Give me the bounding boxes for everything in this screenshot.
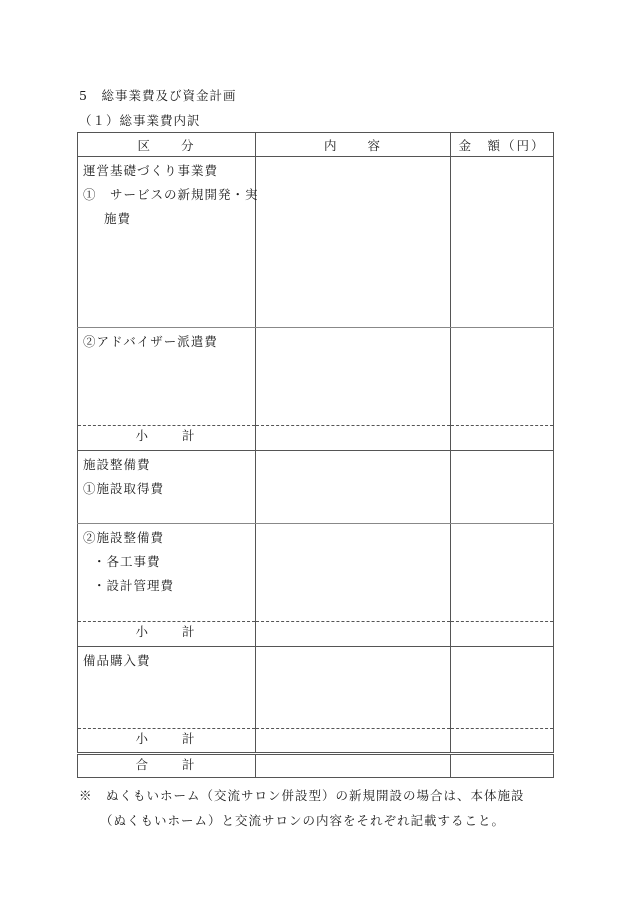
footnote-line-2: （ぬくもいホーム）と交流サロンの内容をそれぞれ記載すること。 bbox=[100, 813, 506, 828]
amount-cell[interactable] bbox=[451, 754, 554, 778]
amount-cell[interactable] bbox=[451, 524, 554, 622]
amount-cell[interactable] bbox=[451, 451, 554, 524]
section-heading: 5 総事業費及び資金計画 bbox=[79, 88, 237, 103]
amount-cell[interactable] bbox=[451, 647, 554, 729]
content-cell[interactable] bbox=[256, 729, 451, 754]
section-title-unei: 運営基礎づくり事業費 bbox=[83, 163, 219, 178]
table-row bbox=[78, 451, 554, 524]
content-cell[interactable] bbox=[256, 754, 451, 778]
category-cell bbox=[78, 328, 256, 426]
table-row bbox=[78, 328, 554, 426]
table-row bbox=[78, 157, 554, 328]
content-cell[interactable] bbox=[256, 157, 451, 328]
amount-cell[interactable] bbox=[451, 622, 554, 647]
section-title-shisetsu: 施設整備費 bbox=[83, 457, 151, 472]
subtotal-label: 小 計 bbox=[78, 622, 256, 647]
subtotal-row bbox=[78, 729, 554, 754]
footnote-line-1: ※ ぬくもいホーム（交流サロン併設型）の新規開設の場合は、本体施設 bbox=[79, 788, 525, 803]
item-facility-maintenance: ②施設整備費 bbox=[83, 530, 165, 545]
section-title-bihin: 備品購入費 bbox=[83, 653, 151, 668]
subsection-heading: （１）総事業費内訳 bbox=[79, 113, 201, 128]
category-cell bbox=[78, 647, 256, 729]
amount-cell[interactable] bbox=[451, 157, 554, 328]
header-category: 区 分 bbox=[78, 133, 256, 157]
subtotal-label: 小 計 bbox=[78, 426, 256, 451]
content-cell[interactable] bbox=[256, 426, 451, 451]
item-new-service-dev: ① サービスの新規開発・実 bbox=[83, 187, 259, 202]
table-row bbox=[78, 524, 554, 622]
content-cell[interactable] bbox=[256, 328, 451, 426]
item-facility-acquisition: ①施設取得費 bbox=[83, 481, 165, 496]
budget-table bbox=[77, 132, 554, 778]
subtotal-label: 小 計 bbox=[78, 729, 256, 754]
content-cell[interactable] bbox=[256, 451, 451, 524]
subtotal-row bbox=[78, 426, 554, 451]
item-new-service-dev-cont: 施費 bbox=[104, 211, 132, 226]
footnote bbox=[79, 783, 525, 833]
category-cell bbox=[78, 524, 256, 622]
amount-cell[interactable] bbox=[451, 729, 554, 754]
subtotal-row bbox=[78, 622, 554, 647]
amount-cell[interactable] bbox=[451, 426, 554, 451]
item-advisor-dispatch: ②アドバイザー派遣費 bbox=[83, 334, 218, 349]
table-header-row bbox=[78, 133, 554, 157]
content-cell[interactable] bbox=[256, 622, 451, 647]
header-amount: 金 額（円） bbox=[451, 133, 554, 157]
content-cell[interactable] bbox=[256, 647, 451, 729]
item-construction-costs: ・各工事費 bbox=[93, 554, 161, 569]
amount-cell[interactable] bbox=[451, 328, 554, 426]
total-label: 合 計 bbox=[78, 754, 256, 778]
header-content: 内 容 bbox=[256, 133, 451, 157]
table-row bbox=[78, 647, 554, 729]
category-cell bbox=[78, 451, 256, 524]
item-design-management: ・設計管理費 bbox=[93, 578, 175, 593]
category-cell bbox=[78, 157, 259, 328]
content-cell[interactable] bbox=[256, 524, 451, 622]
total-row bbox=[78, 754, 554, 778]
